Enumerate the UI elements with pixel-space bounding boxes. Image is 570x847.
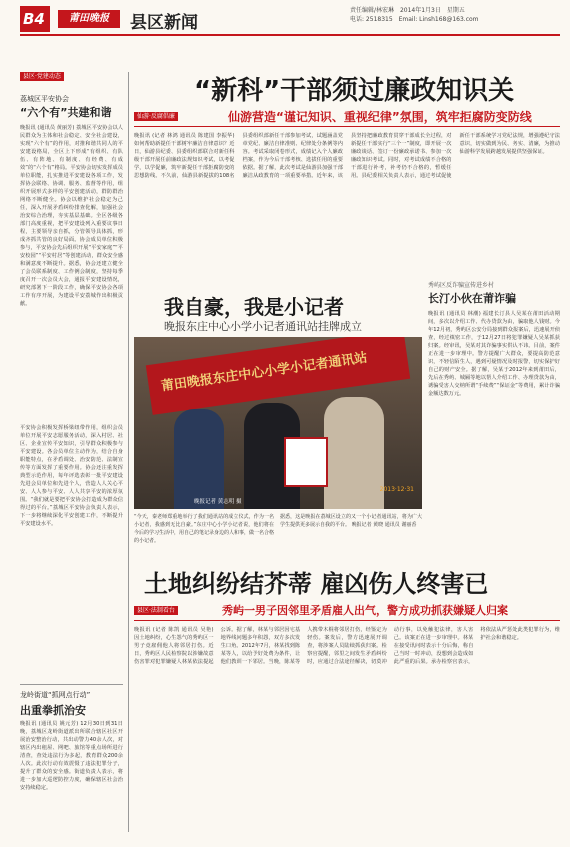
- article-lianzheng: [134, 70, 560, 275]
- article3-rule: [134, 620, 560, 621]
- left-column: [20, 72, 123, 832]
- masthead-rule: [20, 34, 560, 36]
- person-left: [174, 409, 224, 509]
- article3-kicker: 县区·法制看台: [134, 606, 178, 615]
- article1-title: “新科”干部须过廉政知识关: [194, 76, 515, 106]
- article3-title: 土地纠纷结芥蒂 雇凶伤人终害已: [144, 570, 489, 598]
- article2-subtitle: 晚报东庄中心小学小记者通讯站挂牌成立: [164, 320, 362, 333]
- left-s1-title: “六个有”共建和谐: [20, 106, 112, 119]
- person-right: [324, 397, 384, 509]
- photo-stamp: 2013·12·31: [379, 486, 414, 493]
- weekday: 星期五: [446, 7, 465, 14]
- masthead-info: [350, 6, 560, 24]
- left-divider: [20, 684, 123, 685]
- left-s2-title: 出重拳抓治安: [20, 704, 86, 717]
- masthead: [20, 4, 560, 36]
- article3-body: 晚报讯 (记者 陈凯 通讯员 吴艳) 因土地纠纷，心生怨气的秀屿区一男子竟雇佣他人将邻居打伤。近日，秀屿区人民检察院以涉嫌故意伤害罪对犯罪嫌疑人林某依法提起公诉。据了解，林某与邻居因宅基地界线问题多年积怨，双方多次发生口角。2012年7月，林某找到陈某等人，以给予好处费为条件，让他们教训一下邻居。当晚，陈某等人携带木棍将邻居打伤，经鉴定为轻伤。案发后，警方迅速展开调查，将涉案人员陆续抓获归案。检察官提醒，邻里之间发生矛盾纠纷时，应通过合法途径解决，切莫冲动行事，以免触犯法律，害人害己。该案正在进一步审理中。林某在接受讯问时表示十分后悔，称自己当时一时冲动，没想到会造成如此严重的后果。承办检察官表示，将依法从严惩处此类犯罪行为，维护社会和谐稳定。: [134, 627, 560, 665]
- left-s1-body2: 平安协会积极发挥桥梁纽带作用，组织会员单位开展平安志愿服务活动，深入村居、社区、企业宣传平安知识，引导群众积极参与平安建设。各会员单位主动作为，结合自身职能特点，在矛盾调处、治安防范、法制宣传等方面发挥了重要作用。协会还注重发挥典型示范作用，每年评选表彰一批平安建设先进会员单位和先进个人，营造人人关心平安、人人参与平安、人人共享平安的浓厚氛围。“我们就是要把平安协会打造成为群众信得过的平台。”荔城区平安协会负责人表示，下一步将继续深化平安创建工作，不断提升平安建设水平。: [20, 425, 123, 527]
- article1-body: 晚报讯 (记者 林鸿 通讯员 陈建国 李振华) 如何帮助新提任干部树牢廉洁自律意识？近日，仙游县纪委、县委组织部联合对新任科级干部开展任前廉政法规知识考试，以考促学，以学促廉，筑牢新提任干部拒腐防变的思想防线。不久前，仙游县新提拔的108名县委组织部新任干部参加考试，试题涵盖党章党纪、廉洁自律准则、纪律处分条例等内容。考试采取闭卷形式，成绩记入个人廉政档案，作为今后干部考核、选拔任用的重要依据。据了解，此次考试是仙游县加强干部廉洁从政教育的一项重要举措。近年来，该县坚持把廉政教育贯穿干部成长全过程，对新提任干部实行“三个一”制度，即开展一次廉政谈话、签订一份廉政承诺书、参加一次廉政知识考试。同时，对考试成绩不合格的干部进行补考，补考仍不合格的，暂缓任用。县纪委相关负责人表示，通过考试促使新任干部系统学习党纪法规，增强遵纪守法意识，切实做到为民、务实、清廉，为推动仙游科学发展跨越发展提供坚强保证。: [134, 133, 560, 179]
- left-s1-intro: 荔城区平安协会: [20, 95, 69, 103]
- left-kicker: 县区·党建动态: [20, 72, 64, 81]
- page-number-label: B4: [23, 10, 45, 28]
- article1-subtitle: 仙游营造“谨记知识、重视纪律”氛围，筑牢拒腐防变防线: [228, 110, 532, 124]
- column-divider: [128, 72, 129, 832]
- left-s2-body: 晚报讯 (通讯员 姚元芳) 12月30日到31日晚，荔城区龙岭街道派出所联合辖区社区开展治安整治行动，共出动警力40余人次，对辖区内出租屋、网吧、旅馆等重点场所进行清查，查处违法行为多起，教育群众200余人次。此次行动有效震慑了违法犯罪分子，提升了群众的安全感。街道负责人表示，将进一步加大巡逻防控力度，确保辖区社会治安持续稳定。: [20, 721, 123, 791]
- left-s2-intro: 龙岭街道“抓网点行动”: [20, 691, 91, 699]
- article-tudi: [134, 560, 560, 835]
- photo-credit: 晚报记者 黄志明 摄: [194, 499, 242, 505]
- xiuyu-title: 长汀小伙在莆诈骗: [428, 292, 516, 305]
- editor: 责任编辑/林宏琳: [350, 7, 395, 14]
- date: 2014年1月3日: [399, 7, 441, 14]
- article-xiaojizhe: [134, 285, 422, 555]
- email: Email: Linsh168@163.com: [398, 16, 479, 23]
- paper-logo: 莆田晚报: [58, 10, 120, 28]
- article2-caption: “今天，秦老师郑重地举行了我们通讯站的成立仪式，作为一名小记者，我感到无比自豪。”东庄中心小学小记者说，他们将在今后的学习生活中，用自己的笔记录身边的人和事，做一名合格的小记者。: [134, 514, 274, 544]
- banner-text: 莆田晚报东庄中心小学小记者通讯站: [160, 350, 369, 395]
- xiuyu-kicker: 秀屿区反诈骗宣传进乡村: [428, 282, 495, 289]
- plaque: [284, 437, 328, 487]
- section-title: 县区新闻: [130, 13, 198, 33]
- xiuyu-sidebar: [428, 280, 560, 520]
- ceremony-photo: [134, 337, 422, 509]
- article1-kicker: 仙游·反腐倡廉: [134, 112, 178, 121]
- xiuyu-body: 晚报讯 (通讯员 林潮) 福建长汀县人吴某在莆田活动期间，多次以介绍工作、代办贷款为由，骗取他人钱财。今年12月初，秀屿区公安分局接到群众报案后，迅速展开侦查，经过缜密工作，于12月27日将犯罪嫌疑人吴某抓获归案。经审讯，吴某对其诈骗事实供认不讳。目前，案件正在进一步审理中。警方提醒广大群众，要提高防范意识，不轻信陌生人，遇到可疑情况及时报警，切实保护好自己的财产安全。据了解，吴某于2012年来到莆田后，先后在秀屿、城厢等地以帮人介绍工作、办理贷款为由，诱骗受害人交纳所谓“手续费”“保证金”等费用，累计诈骗金额达数万元。: [428, 311, 560, 397]
- phone: 电话: 2518315: [350, 16, 393, 23]
- left-s1-body: 晚报讯 (通讯员 黄丽芳) 荔城区平安协会以人民群众为主体和社会稳定、安全社会建设，实现“六个有”的作用，对推和谐共同人的平安建设格局，全区上下形成“有组织、有队伍、有阵地、有制度、有经费、有成效”的“六个有”格局。平安协会切实发挥成员单位职能，扎实推进平安建设各项工作，发挥协会联络、协调、服务、监督等作用，组织开展形式多样的平安创建活动，群防群治网络不断健全。协会以维护社会稳定为己任，深入开展矛盾纠纷排查化解，加强社会治安综合治理，夯实基层基础。全区各级各部门高度重视，把平安建设列入重要议事日程，主要领导亲自抓，分管领导具体抓，形成齐抓共管的良好局面。协会成员单位积极参与，平安协会先后组织开展“平安家庭”“平安校园”“平安村居”等创建活动，群众安全感和满意度不断提升。据悉，协会还建立健全了会员联系制度、工作例会制度，坚持每季度召开一次会员大会，通报平安建设情况，研究部署下一阶段工作，确保平安协会各项工作有序开展，为建设平安荔城作出积极贡献。: [20, 125, 123, 307]
- article2-caption2: 据悉，这是晚报在荔城区设立的又一个小记者通讯站，将为广大学生提供更多展示自我的平台。 晚报记者 黄晓 通讯员 谢丽香: [280, 514, 422, 528]
- article2-title: 我自豪，我是小记者: [164, 295, 344, 319]
- article3-subtitle: 秀屿一男子因邻里矛盾雇人出气，警方成功抓获嫌疑人归案: [222, 604, 508, 617]
- article1-rule: [134, 126, 560, 127]
